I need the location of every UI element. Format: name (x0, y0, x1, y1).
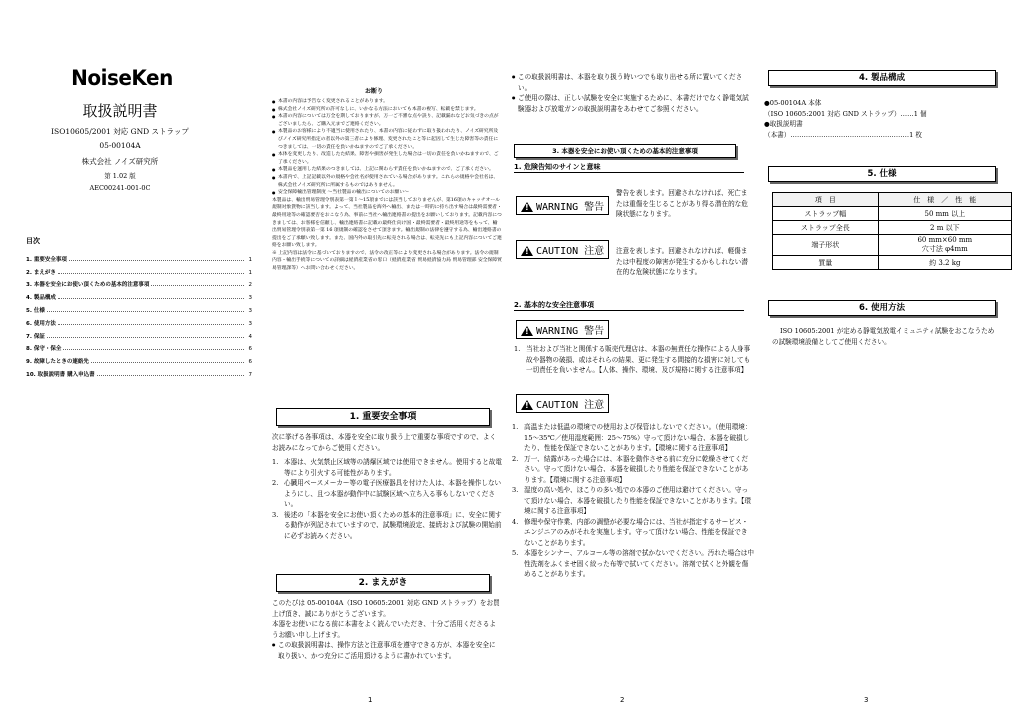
column-header-spec: 仕 様 ／ 性 能 (878, 193, 1011, 207)
section-title-contents: 4. 製品構成 (768, 70, 996, 86)
table-row: ストラップ幅 50 mm 以上 (773, 207, 1012, 221)
safety-item: 3. 後述の「本器を安全にお使い頂くための基本的注意事項」に、安全に関する動作が列記されていますので、試験環境設定、接続および試験の開始前に必ずお読みください。 (272, 510, 502, 540)
notice-item: ● 本書の内容は予告なく変更されることがあります。 (272, 98, 502, 106)
warning-label: !WARNING 警告 (516, 196, 609, 215)
toc-item[interactable]: 3. 本器を安全にお使い頂くための基本的注意事項 2 (26, 282, 252, 289)
preface-paragraph: 本器をお使いになる前に本書をよく読んでいただき、十分ご活用くださるようお願い申し上げます。 (272, 620, 496, 639)
document-subtitle: ISO10605/2001 対応 GND ストラップ (51, 127, 189, 136)
warning-description: 警告を表します。回避されなければ、死亡または重傷を生じることがあり得る潜在的な危険状態になります。 (616, 189, 748, 218)
toc-item[interactable]: 8. 保守・保全 6 (26, 346, 252, 353)
company-logo: NoiseKen (71, 66, 173, 90)
toc-item[interactable]: 1. 重要安全事項 1 (26, 256, 252, 263)
caution-triangle-icon (521, 246, 533, 256)
toc-item[interactable]: 2. まえがき 1 (26, 269, 252, 276)
version-label: 第 1.02 版 (104, 172, 136, 180)
warning-item: 1. 当社および当社と関係する販売代理店は、本器の無責任な操作による人身事故や器物の破損、或はそれらの結果、更に発生する間接的な損害に対しても一切責任を負いません。【人体、操作、環境、及び規格に関する注意事項】 (514, 345, 751, 374)
usage-text: ISO 10605:2001 が定める静電気放電イミュニティ試験をおこなうための試験環境設備としてご使用ください。 (772, 327, 995, 346)
toc-item[interactable]: 7. 保証 4 (26, 333, 252, 340)
safety-item: 2. 心臓用ペースメーカー等の電子医療器具を付けた人は、本器を操作しないようにし、且つ本器が動作中に試験区域へ立ち入る事もしないでください。 (272, 479, 502, 508)
warning-triangle-icon (521, 202, 533, 212)
model-number: 05-00104A (99, 141, 141, 150)
preface-bullet: ● この取扱説明書は、本器を取り扱う時いつでも取り出せる所に置いてください。 (512, 72, 754, 93)
product-contents (764, 98, 1006, 144)
warning-triangle-icon (521, 326, 533, 336)
caution-item: 4. 修理や保守作業、内部の調整が必要な場合には、当社が指定するサービス・エンジニアのみがそれを実施します。守って頂けない場合、性能を保証できないことがあります。 (512, 517, 749, 547)
preface-continued (512, 72, 754, 132)
company-name: 株式会社 ノイズ研究所 (81, 157, 159, 166)
safety-section (272, 432, 502, 572)
caution-item: 1. 高温または低温の環境での使用および保管はしないでください。（使用環境：15〜35℃／使用湿度範囲：25〜75%）守って頂けない場合、本器を破損したり、性能を保証できないことがあります。【環境に関する注意事項】 (512, 423, 752, 452)
document-number: AEC00241-001-0C (89, 184, 151, 192)
column-header-item: 項 目 (773, 193, 879, 207)
subsection-hazard-signs: 1. 危険告知のサインと意味 (514, 162, 744, 173)
caution-triangle-icon (521, 400, 533, 410)
export-control-note: ※ 上記内容は法令に基づいておりますので、法令の改正等により変更される場合があります。法令の規制内容・輸出手続等についての詳細は経済産業省の窓口（経済産業省 貿易経済協力局 貿易管理部 安全保障貿易管理課等）へお問い合わせください。 (272, 250, 502, 272)
caution-list (512, 422, 754, 602)
document-title: 取扱説明書 (82, 102, 158, 120)
caution-label: !CAUTION 注意 (516, 240, 609, 259)
contents-item-name: ●取扱説明書 (764, 120, 803, 128)
caution-label-2: !CAUTION 注意 (516, 394, 609, 413)
notice-item: ● 安全保障輸出管理制度 〜当社製品の輸出についてのお願い〜 (272, 189, 502, 197)
spec-table (772, 192, 1012, 270)
notice-item: ● 本書の内容については万全を期しておりますが、万一ご不審な点や誤り、記載漏れなどお気づきの点がございましたら、ご購入元までご連絡ください。 (272, 113, 502, 128)
table-row: 質量 約 3.2 kg (773, 256, 1012, 270)
safety-item: 1. 本器は、火気禁止区域等の誘爆区域では使用できません。使用すると故電等により引火する可能性があります。 (272, 458, 502, 477)
preface-bullet: ● ご使用の際は、正しい試験を安全に実施するために、本書だけでなく静電気試験器および放電ガンの取扱説明書をあわせてご参照ください。 (512, 93, 754, 114)
caution-item: 3. 湿度の高い処や、ほこりの多い処での本器のご使用は避けてください。守って頂けない場合、本器を破損したり性能を保証できないことがあります。【環境に関する注意事項】 (512, 486, 751, 515)
toc-item[interactable]: 10. 取扱説明書 購入申込書 7 (26, 371, 252, 378)
section-title-spec: 5. 仕様 (768, 166, 996, 182)
notice-item: ● 本書内で、上記記載以外の規格や会社名が使用されている場合があります。これらの規格や会社名は、株式会社ノイズ研究所に所属するものではありません。 (272, 174, 502, 189)
notice-item: ● 本製品のお客様により不適当に使用されたり、本書の内容に従わずに取り扱われたり、ノイズ研究所及びノイズ研究所指定の者以外の第三者により修理、変更されたこと等に起因して生じた障害等の責任につきましては、一切の責任を負いかねますのでご了承ください。 (272, 128, 502, 151)
section-title-preface: 2. まえがき (276, 574, 490, 592)
page-number: 1 (368, 696, 373, 704)
table-row: ストラップ全長 2 m 以下 (773, 221, 1012, 235)
subsection-basic-safety: 2. 基本的な安全注意事項 (514, 300, 744, 311)
toc-title: 目次 (26, 236, 40, 245)
section-title-usage: 6. 使用方法 (768, 300, 996, 316)
page-number: 2 (620, 696, 625, 704)
table-header-row (773, 193, 1012, 207)
contents-item-detail: （ISO 10605:2001 対応 GND ストラップ） ……1 個 (764, 109, 927, 118)
page-number: 3 (864, 696, 869, 704)
section-title-basic-precautions: 3. 本器を安全にお使い頂くための基本的注意事項 (514, 144, 736, 158)
preface-section (272, 598, 502, 688)
notice-item: ● 本体を変更したり、改造したた結果、障害や損害が発生した場合は一切の責任を負いかねますので、ご了承ください。 (272, 151, 502, 166)
toc-item[interactable]: 9. 故障したときの連絡先 6 (26, 359, 252, 366)
table-row: 端子形状 60 mm×60 mm 穴寸法 φ4mm (773, 235, 1012, 256)
notice-item: ● 本製品を運用した結果のつきましては、上記に関わらず責任を負いかねますので、ご了承ください。 (272, 166, 502, 174)
export-control-text: 本製品は、輸出貿易管理令別表第一第１〜15項までには該当しておりませんが、第16項のキャッチオール規制対象貨物に該当します。よって、当社製品を海外へ輸出、または一時的に持ち出す場合は最終需要者・最終用途等の確認要否をおこなう為、事前に当社へ輸出連絡書の提出をお願いしております。記載内容につきましては、お客様を信頼し、輸出連絡書に記載の最終仕向け国・最終需要者・最終用途等をもって、輸出貿易管理令別表第一第 16 項規制の確認をさせて頂きます。輸出規制の法律を遵守する為、輸出連絡書の提出をご了承願い致します。また、国内外の取引先に転売される場合は、転売先にも上記内容についてご連絡をお願い致します。 (272, 197, 502, 249)
preface-paragraph: このたびは 05-00104A（ISO 10605:2001 対応 GND ストラップ）をお買上げ頂き、誠にありがとうございます。 (272, 599, 500, 618)
contents-item-name: ●05-00104A 本体 (764, 99, 822, 107)
table-of-contents (26, 250, 252, 378)
notice-section (272, 98, 502, 398)
section-title-safety: 1. 重要安全事項 (276, 408, 490, 426)
toc-item[interactable]: 6. 使用方法 3 (26, 320, 252, 327)
toc-item[interactable]: 5. 仕様 3 (26, 307, 252, 314)
warning-label-2: !WARNING 警告 (516, 320, 609, 339)
caution-description: 注意を表します。回避されなければ、軽傷または中程度の障害が発生するかもしれない潜在的な危険状態になります。 (616, 247, 748, 276)
toc-item[interactable]: 4. 製品構成 3 (26, 295, 252, 302)
safety-intro: 次に挙げる各事項は、本器を安全に取り扱う上で重要な事項ですので、よくお読みになってからご使用ください。 (272, 433, 497, 452)
contents-item-detail: （本書） ………………………………………………1 枚 (764, 130, 922, 139)
notice-title: お断り (365, 88, 384, 95)
caution-item: 2. 万一、結露があった場合には、本器を動作させる前に充分に乾燥させてください。守って頂けない場合、本器を破損したり性能を保証できないことがあります。【環境に関する注意事項】 (512, 454, 749, 484)
preface-bullet: ● この取扱説明書は、操作方法と注意事項を遵守できる方が、本器を安全に取り扱い、かつ充分にご活用頂けるように書かれています。 (272, 640, 502, 661)
caution-item: 5. 本器をシンナー、アルコール等の溶剤で拭かないでください。汚れた場合は中性洗剤をふくませ固く絞った布等で拭いてください。溶剤で拭くと外観を傷めることがあります。 (512, 549, 754, 578)
notice-item: ● 株式会社ノイズ研究所の許可なしに、いかなる方法においても本書の複写、転載を禁じます。 (272, 106, 502, 114)
